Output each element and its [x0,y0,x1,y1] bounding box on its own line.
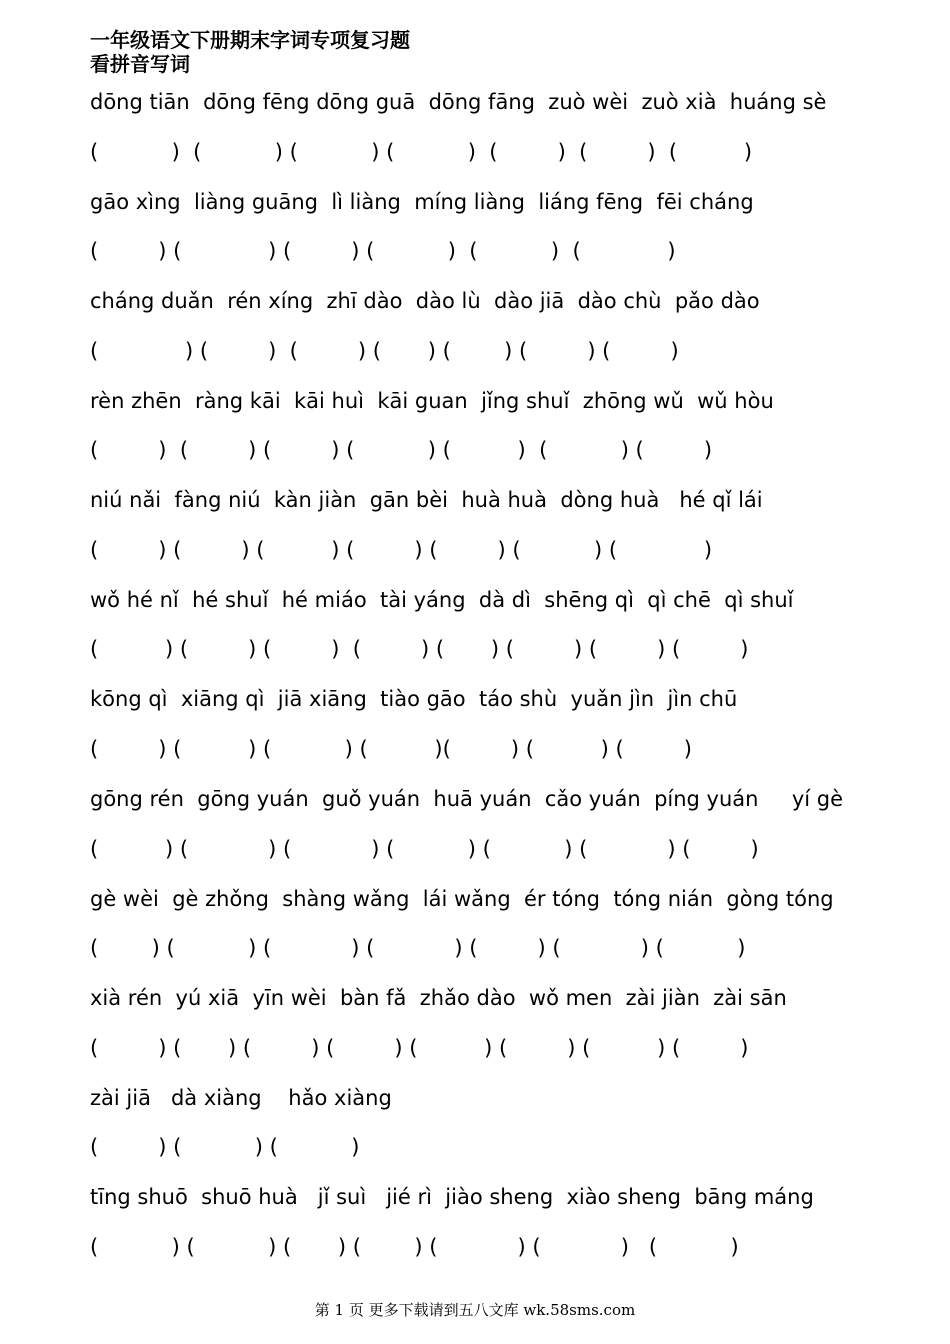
page-footer: 第 1 页 更多下载请到五八文库 wk.58sms.com [314,1301,636,1319]
pinyin-line: gōng rén gōng yuán guǒ yuán huā yuán cǎo yuán píng yuán yí gè [90,787,844,811]
pinyin-line: zài jiā dà xiàng hǎo xiàng [90,1086,392,1110]
pinyin-line: gāo xìng liàng guāng lì liàng míng liàng liáng fēng fēi cháng [90,190,754,214]
pinyin-line: kōng qì xiāng qì jiā xiāng tiào gāo táo shù yuǎn jìn jìn chū [90,687,738,711]
answer-blanks-line: ( ) ( ) ( ) ( ) ( ) ( ) ( ) ( ) [90,637,749,661]
section-heading: 看拼音写词 [90,52,190,76]
answer-blanks-line: ( ) ( ) ( ) ( ) ( ) ( ) ( ) ( ) [90,1036,749,1060]
page-title: 一年级语文下册期末字词专项复习题 [90,28,410,52]
pinyin-line: xià rén yú xiā yīn wèi bàn fǎ zhǎo dào wǒ men zài jiàn zài sān [90,986,787,1010]
pinyin-line: tīng shuō shuō huà jǐ suì jié rì jiào sheng xiào sheng bāng máng [90,1185,814,1209]
answer-blanks-line: ( ) ( ) ( ) ( ) ( ) ( ) ( ) [90,936,746,960]
answer-blanks-line: ( ) ( ) ( ) ( ) ( ) ( ) ( ) [90,538,713,562]
answer-blanks-line: ( ) ( ) ( ) ( ) ( ) ( ) [90,239,676,263]
answer-blanks-line: ( ) ( ) ( ) ( ) ( ) ( ) ( ) [90,1235,739,1259]
pinyin-line: wǒ hé nǐ hé shuǐ hé miáo tài yáng dà dì shēng qì qì chē qì shuǐ [90,588,794,612]
answer-blanks-line: ( ) ( ) ( ) ( ) ( ) ( ) ( ) [90,837,759,861]
pinyin-line: dōng tiān dōng fēng dōng guā dōng fāng zuò wèi zuò xià huáng sè [90,90,827,114]
answer-blanks-line: ( ) ( ) ( ) [90,1135,360,1159]
pinyin-line: niú nǎi fàng niú kàn jiàn gān bèi huà huà dòng huà hé qǐ lái [90,488,763,512]
answer-blanks-line: ( ) ( ) ( ) ( ) ( ) ( ) ( ) [90,339,679,363]
answer-blanks-line: ( ) ( ) ( ) ( )( ) ( ) ( ) [90,737,692,761]
answer-blanks-line: ( ) ( ) ( ) ( ) ( ) ( ) ( ) [90,438,713,462]
pinyin-line: gè wèi gè zhǒng shàng wǎng lái wǎng ér tóng tóng nián gòng tóng [90,887,834,911]
pinyin-line: cháng duǎn rén xíng zhī dào dào lù dào jiā dào chù pǎo dào [90,289,760,313]
answer-blanks-line: ( ) ( ) ( ) ( ) ( ) ( ) ( ) [90,140,753,164]
pinyin-line: rèn zhēn ràng kāi kāi huì kāi guan jǐng shuǐ zhōng wǔ wǔ hòu [90,389,774,413]
